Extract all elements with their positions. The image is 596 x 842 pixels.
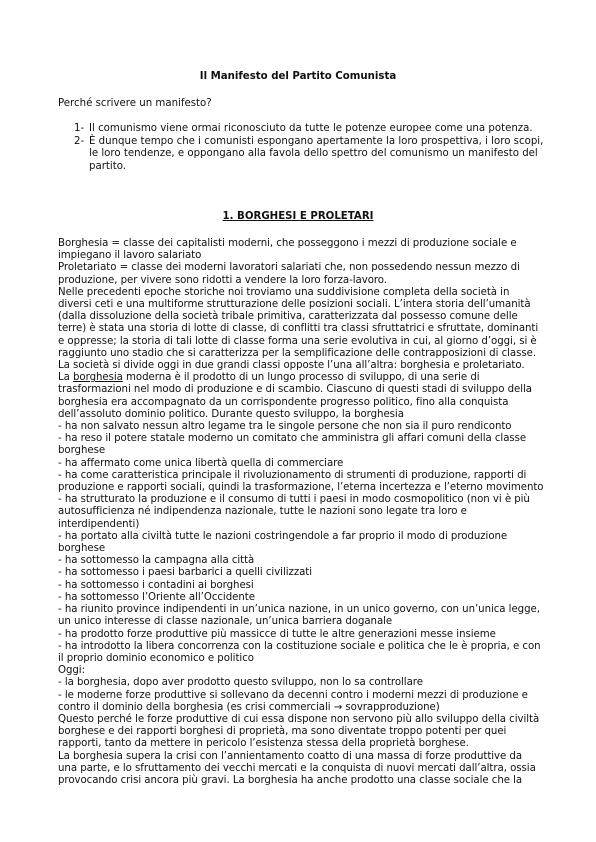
text-line: produzione e rapporti sociali, quindi la trasformazione, l’eterna incertezza e l’eterno movimento [58, 482, 544, 494]
body-text [58, 238, 544, 787]
text-line: il proprio dominio economico e politico [58, 652, 254, 664]
text-fragment: La [58, 372, 74, 384]
text-line: un unico interesse di classe nazionale, un’unica barriera doganale [58, 616, 393, 628]
text-fragment: moderna è il prodotto di un lungo processo di sviluppo, di una serie di [122, 372, 480, 384]
underlined-term: borghesia [73, 372, 123, 384]
document-title: Il Manifesto del Partito Comunista [199, 71, 397, 82]
text-line: una parte, e lo sfruttamento dei vecchi mercati e la conquista di nuovi mercati dall’altra, ossia [58, 762, 536, 774]
list-item-text: Il comunismo viene ormai riconosciuto da tutte le potenze europee come una potenza. [89, 123, 533, 134]
text-line: - ha introdotto la libera concorrenza con la costituzione sociale e politica che le è propria, e con [58, 640, 541, 652]
numbered-list [58, 123, 548, 173]
text-line: - ha prodotto forze produttive più massicce di tutte le altre generazioni messe insieme [58, 628, 496, 640]
text-line: impiegano il lavoro salariato [58, 250, 202, 262]
text-line: borghese [58, 543, 106, 555]
text-line: borghese [58, 445, 106, 457]
text-line-with-underline [58, 372, 544, 384]
text-line: - ha sottomesso l’Oriente all’Occidente [58, 591, 255, 603]
text-line: Borghesia = classe dei capitalisti moderni, che posseggono i mezzi di produzione sociale e [58, 238, 517, 249]
text-line: Oggi: [58, 665, 85, 677]
text-line: trasformazioni nel modo di produzione e di scambio. Ciascuno di questi stadi di sviluppo della [58, 384, 532, 396]
text-line: autosufficienza né indipendenza nazionale, tutte le nazioni sono legate tra loro e [58, 506, 467, 518]
text-line: - ha sottomesso i paesi barbarici a quelli civilizzati [58, 567, 313, 579]
text-line: provocando crisi ancora più gravi. La borghesia ha anche prodotto una classe sociale che la [58, 774, 523, 786]
text-line: e oppresse; la storia di tali lotte di classe forma una serie evolutiva in cui, al giorno d’oggi, si è [58, 335, 537, 347]
text-line: - ha strutturato la produzione e il consumo di tutti i paesi in modo cosmopolitico (non vi è più [58, 494, 530, 506]
list-item-text: È dunque tempo che i comunisti espongano apertamente la loro prospettiva, i loro scopi, le loro tendenze, e oppongano alla favola dello spettro del comunismo un manifesto del partito. [89, 135, 544, 172]
text-line: - ha sottomesso la campagna alla città [58, 555, 255, 567]
text-line: La borghesia supera la crisi con l’annientamento coatto di una massa di forze produttive da [58, 750, 523, 762]
text-line: terre) è stata una storia di lotte di classe, di conflitti tra classi sfruttatrici e sfruttate, dominanti [58, 323, 539, 335]
text-line: borghesia era accompagnato da un corrispondente progresso politico, fino alla conquista [58, 396, 509, 408]
text-line: borghese e dei rapporti borghesi di proprietà, ma sono diventate troppo potenti per quei [58, 726, 507, 738]
text-line: contro il dominio della borghesia (es crisi commerciali → sovrapproduzione) [58, 701, 440, 713]
text-line: - ha riunito province indipendenti in un’unica nazione, in un unico governo, con un’unica legge, [58, 604, 540, 616]
text-line: raggiunto uno stadio che si caratterizza per la semplificazione delle contrapposizioni di classe. [58, 347, 537, 359]
list-item [58, 136, 548, 174]
list-item [58, 123, 548, 136]
text-line: - la borghesia, dopo aver prodotto questo sviluppo, non lo sa controllare [58, 677, 423, 689]
text-line: dell’assoluto dominio politico. Durante questo sviluppo, la borghesia [58, 408, 404, 420]
text-line: - le moderne forze produttive si sollevano da decenni contro i moderni mezzi di produzione e [58, 689, 528, 701]
section-title: 1. BORGHESI E PROLETARI [222, 211, 374, 222]
text-line: Questo perché le forze produttive di cui essa dispone non servono più allo sviluppo della civiltà [58, 713, 540, 725]
text-line: Proletariato = classe dei moderni lavoratori salariati che, non possedendo nessun mezzo di [58, 262, 520, 274]
text-line: - ha affermato come unica libertà quella di commerciare [58, 457, 344, 469]
text-line: La società si divide oggi in due grandi classi opposte l’una all’altra: borghesia e proletariato. [58, 360, 525, 372]
text-line: produzione, per vivere sono ridotti a vendere la loro forza-lavoro. [58, 274, 387, 286]
text-line: rapporti, tanto da mettere in pericolo l’esistenza stessa della proprietà borghese. [58, 738, 469, 750]
text-line: diversi ceti e una multiforme strutturazione delle posizioni sociali. L’intera storia dell’umanità [58, 299, 531, 311]
text-line: - ha sottomesso i contadini ai borghesi [58, 579, 254, 591]
list-item-number: 1- [74, 123, 85, 134]
text-line: interdipendenti) [58, 518, 140, 530]
text-line: - ha reso il potere statale moderno un comitato che amministra gli affari comuni della classe [58, 433, 527, 445]
text-line: - ha non salvato nessun altro legame tra le singole persone che non sia il puro rendiconto [58, 421, 512, 433]
text-line: - ha portato alla civiltà tutte le nazioni costringendole a far proprio il modo di produzione [58, 530, 508, 542]
text-line: - ha come caratteristica principale il rivoluzionamento di strumenti di produzione, rapporti di [58, 469, 527, 481]
question-heading: Perché scrivere un manifesto? [58, 98, 212, 109]
text-line: (dalla dissoluzione della società tribale primitiva, caratterizzata dal possesso comune delle [58, 311, 518, 323]
list-item-number: 2- [74, 135, 85, 147]
text-line: Nelle precedenti epoche storiche noi troviamo una suddivisione completa della società in [58, 286, 510, 298]
